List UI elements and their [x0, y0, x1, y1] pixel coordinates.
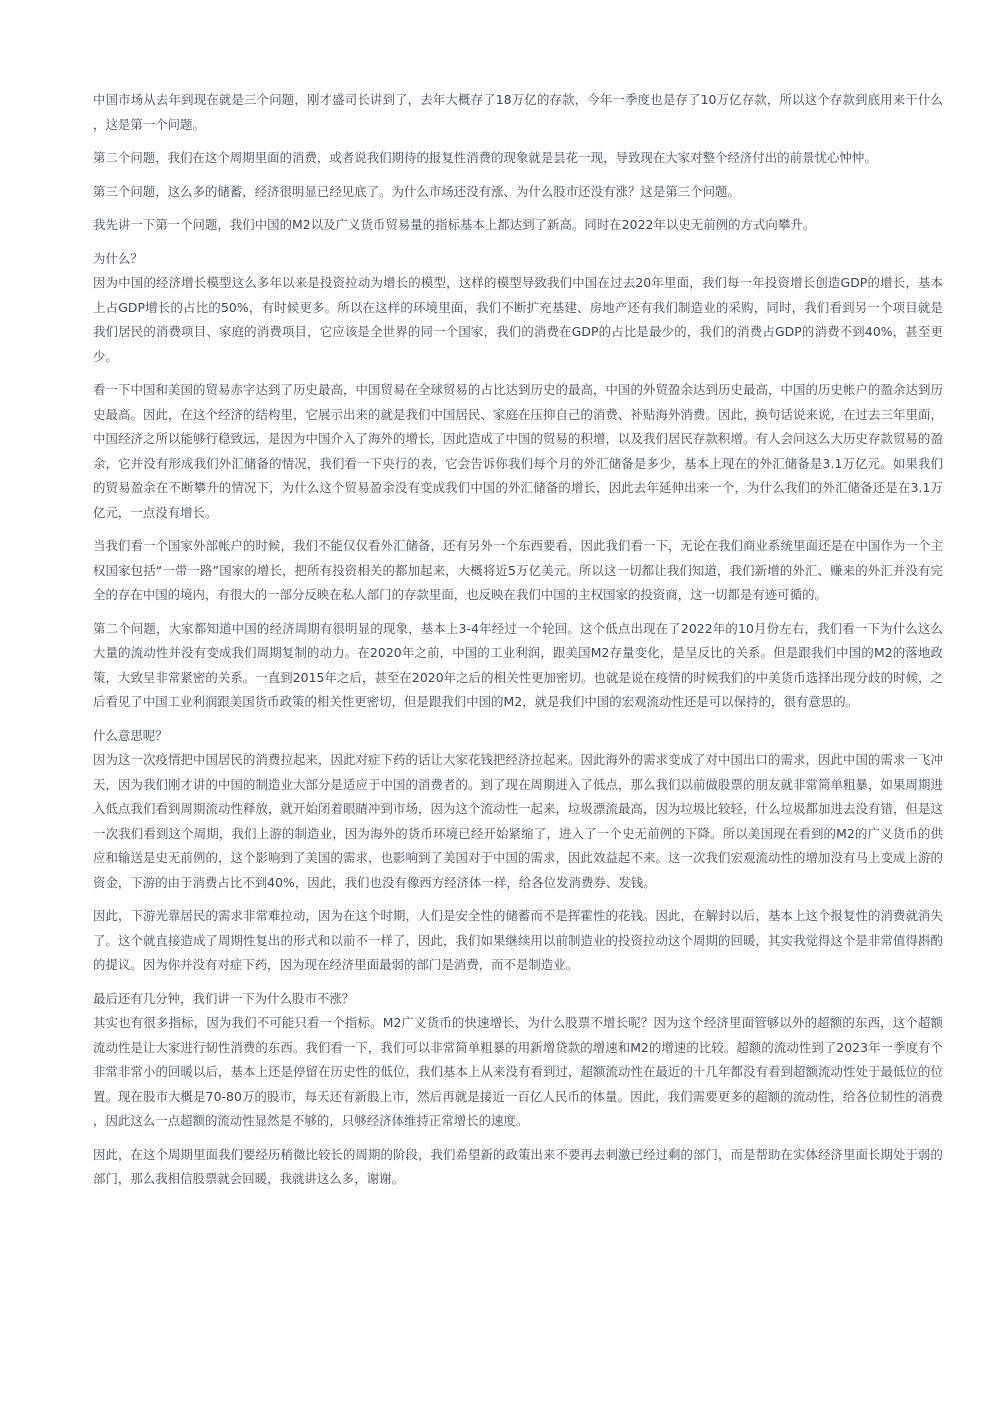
- question-heading-stock-market: 最后还有几分钟，我们讲一下为什么股市不涨？: [93, 990, 355, 1006]
- paragraph-9: 因为这一次疫情把中国居民的消费拉起来，因此对症下药的话让大家花钱把经济拉起来。因此海外的需求变成了对中国出口的需求，因此中国的需求一飞冲天，因为我们刚才讲的中国的制造业大部分是适应于中国的消费者的。到了现在周期进入了低点，那么我们以前做股票的朋友就非常简单粗暴，如果周期进入低点我们看到周期流动性释放，就开始闭着眼睛冲到市场，因为这个流动性一起来，垃圾漂流最高，因为垃圾比较轻，什么垃圾都加进去没有错，但是这一次我们看到这个周期，我们上游的制造业，因为海外的货币环境已经开始紧缩了，进入了一个史无前例的下降。所以美国现在看到的M2的广义货币的供应和输送是史无前例的，这个影响到了美国的需求，也影响到了美国对于中国的需求，因此效益起不来。这一次我们宏观流动性的增加没有马上变成上游的资金，下游的由于消费占比不到40%，因此，我们也没有像西方经济体一样，给各位发消费券、发钱。: [93, 752, 943, 890]
- paragraph-3: 第三个问题，这么多的储蓄，经济很明显已经见底了。为什么市场还没有涨、为什么股市还没有涨？这是第三个问题。: [93, 183, 740, 199]
- paragraph-1: 中国市场从去年到现在就是三个问题，刚才盛司长讲到了，去年大概存了18万亿的存款，今年一季度也是存了10万亿存款，所以这个存款到底用来干什么，这是第一个问题。: [93, 92, 943, 132]
- paragraph-5: 因为中国的经济增长模型这么多年以来是投资拉动为增长的模型，这样的模型导致我们中国在过去20年里面，我们每一年投资增长创造GDP的增长，基本上占GDP增长的占比的50%，有时候更多。所以在这样的环境里面，我们不断扩充基建、房地产还有我们制造业的采购，同时，我们看到另一个项目就是我们居民的消费项目、家庭的消费项目，它应该是全世界的同一个国家，我们的消费在GDP的占比是最少的，我们的消费占GDP的消费不到40%，甚至更少。: [93, 275, 943, 364]
- paragraph-12: 因此，在这个周期里面我们要经历稍微比较长的周期的阶段，我们希望新的政策出来不要再去刺激已经过剩的部门，而是帮助在实体经济里面长期处于弱的部门，那么我相信股票就会回暖，我就讲这么多，谢谢。: [93, 1146, 943, 1186]
- paragraph-4: 我先讲一下第一个问题，我们中国的M2以及广义货币贸易量的指标基本上都达到了新高。同时在2022年以史无前例的方式向攀升。: [93, 217, 816, 232]
- paragraph-11: 其实也有很多指标，因为我们不可能只看一个指标。M2广义货币的快速增长，为什么股票不增长呢？因为这个经济里面管够以外的超额的东西，这个超额流动性是让大家进行韧性消费的东西。我们看一下，我们可以非常简单粗暴的用新增贷款的增速和M2的增速的比较。超额的流动性到了2023年一季度有个非常非常小的回暖以后，基本上还是停留在历史性的低位，我们基本上从来没有看到过，超额流动性在最近的十几年都没有看到超额流动性处于最低位的位置。现在股市大概是70-80万的股市，每天还有新股上市，然后再就是接近一百亿人民币的体量。因此，我们需要更多的超额的流动性，给各位韧性的消费，因此这么一点超额的流动性显然是不够的，只够经济体维持正常增长的速度。: [93, 1015, 943, 1128]
- paragraph-10: 因此，下游光靠居民的需求非常难拉动，因为在这个时期，人们是安全性的储蓄而不是挥霍性的花钱。因此，在解封以后，基本上这个报复性的消费就消失了。这个就直接造成了周期性复出的形式和以前不一样了，因此，我们如果继续用以前制造业的投资拉动这个周期的回暖，其实我觉得这个是非常值得斟酌的提议。因为你并没有对症下药，因为现在经济里面最弱的部门是消费，而不是制造业。: [93, 908, 943, 972]
- paragraph-2: 第二个问题，我们在这个周期里面的消费，或者说我们期待的报复性消费的现象就是昙花一现，导致现在大家对整个经济付出的前景忧心忡忡。: [93, 150, 877, 165]
- question-heading-why: 为什么？: [93, 250, 143, 266]
- question-heading-meaning: 什么意思呢？: [93, 727, 168, 743]
- article-body: [93, 88, 943, 1201]
- paragraph-7: 当我们看一个国家外部帐户的时候，我们不能仅仅看外汇储备，还有另外一个东西要看，因此我们看一下，无论在我们商业系统里面还是在中国作为一个主权国家包括“一带一路”国家的增长，把所有投资相关的都加起来，大概将近5万亿美元。所以这一切都让我们知道，我们新增的外汇、赚来的外汇并没有完全的存在中国的境内，有很大的一部分反映在私人部门的存款里面，也反映在我们中国的主权国家的投资商，这一切都是有迹可循的。: [93, 538, 943, 602]
- paragraph-8: 第二个问题，大家都知道中国的经济周期有很明显的现象，基本上3-4年经过一个轮回。这个低点出现在了2022年的10月份左右，我们看一下为什么这么大量的流动性并没有变成我们周期复制的动力。在2020年之前，中国的工业利润，跟美国M2存量变化，是呈反比的关系。但是跟我们中国的M2的落地政策，大致呈非常紧密的关系。一直到2015年之后，甚至在2020年之后的相关性更加密切。也就是说在疫情的时候我们的中美货币选择出现分歧的时候，之后看见了中国工业利润跟美国货币政策的相关性更密切，但是跟我们中国的M2，就是我们中国的宏观流动性还是可以保持的，很有意思的。: [93, 620, 943, 709]
- paragraph-6: 看一下中国和美国的贸易赤字达到了历史最高，中国贸易在全球贸易的占比达到历史的最高，中国的外贸盈余达到历史最高，中国的历史帐户的盈余达到历史最高。因此，在这个经济的结构里，它展示出来的就是我们中国居民、家庭在压抑自己的消费、补贴海外消费。因此，换句话说来说，在过去三年里面，中国经济之所以能够行稳致远，是因为中国介入了海外的增长，因此造成了中国的贸易的积增，以及我们居民存款积增。有人会问这么大历史存款贸易的盈余，它并没有形成我们外汇储备的情况，我们看一下央行的表，它会告诉你我们每个月的外汇储备是多少，基本上现在的外汇储备是3.1万亿元。如果我们的贸易盈余在不断攀升的情况下，为什么这个贸易盈余没有变成我们中国的外汇储备的增长，因此去年延伸出来一个，为什么我们的外汇储备还是在3.1万亿元，一点没有增长。: [93, 382, 943, 520]
